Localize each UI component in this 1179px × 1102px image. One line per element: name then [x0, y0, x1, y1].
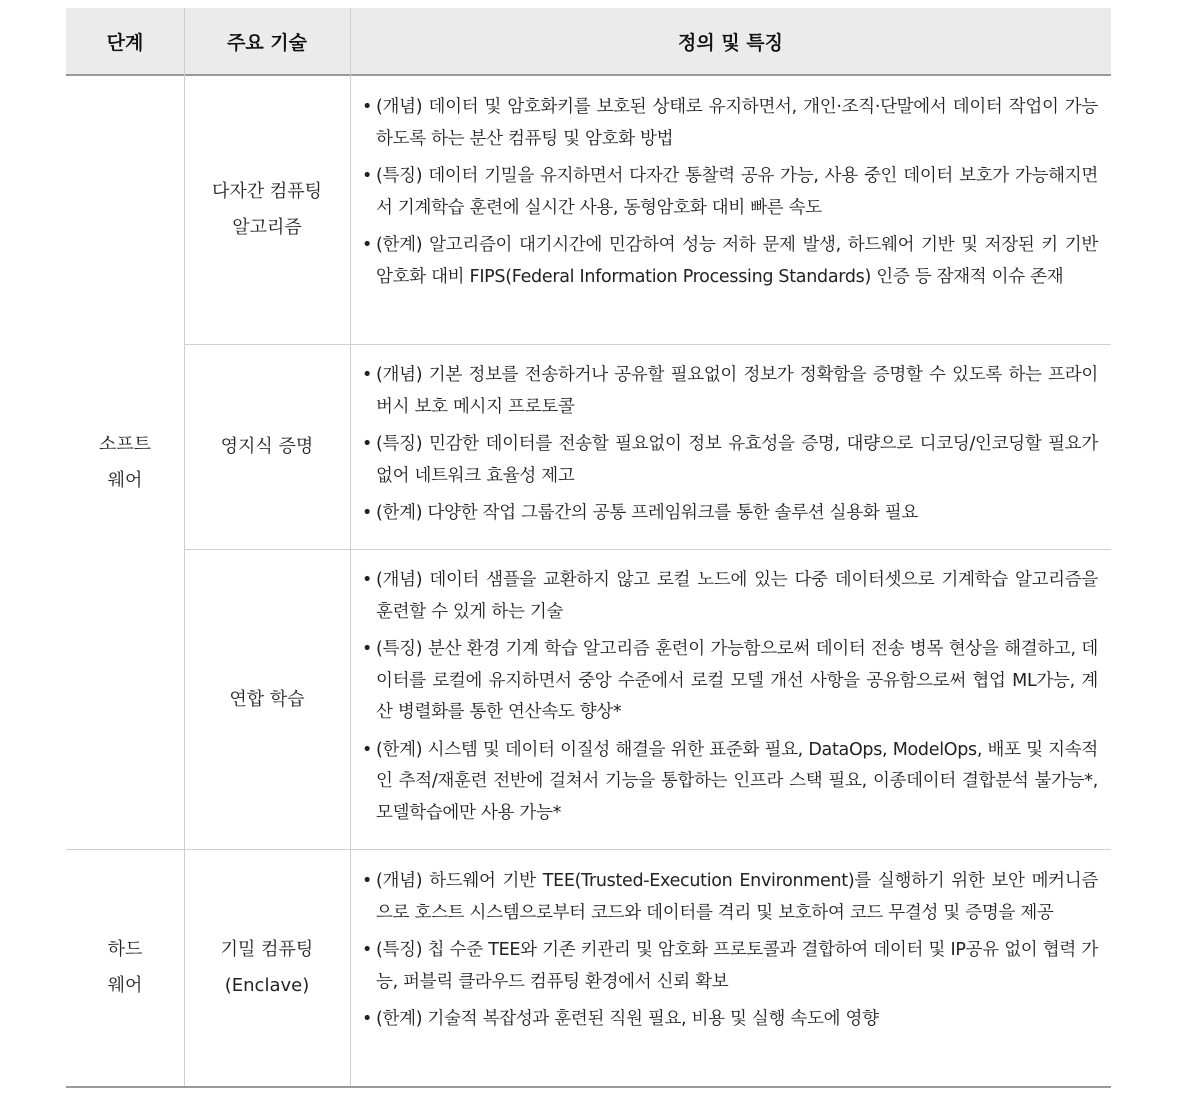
bullet-marker: • [362, 434, 373, 454]
header-stage: 단계 [106, 31, 144, 54]
bullet-item [356, 634, 1098, 729]
tech-mpc [184, 76, 350, 344]
bullet-marker: • [362, 940, 373, 960]
bullet-text: (특징) 데이터 기밀을 유지하면서 다자간 통찰력 공유 가능, 사용 중인 데이터 보호가 가능해지면서 기계학습 훈련에 실시간 사용, 동형암호화 대비 빠른 속도 [376, 166, 1098, 218]
bullet-text: (특징) 칩 수준 TEE와 기존 키관리 및 암호화 프로토콜과 결합하여 데이터 및 IP공유 없이 협력 가능, 퍼블릭 클라우드 컴퓨팅 환경에서 신뢰 확보 [376, 940, 1098, 992]
category-label: 하드 [107, 939, 143, 960]
bullet-text: (한계) 기술적 복잡성과 훈련된 직원 필요, 비용 및 실행 속도에 영향 [376, 1009, 879, 1029]
bullet-text: (특징) 민감한 데이터를 전송할 필요없이 정보 유효성을 증명, 대량으로 디코딩/인코딩할 필요가 없어 네트워크 효율성 제고 [376, 434, 1098, 486]
header-definition: 정의 및 특징 [678, 31, 783, 54]
definition-cell-zkp [356, 360, 1098, 536]
column-divider [350, 8, 351, 1086]
category-label: 웨어 [107, 469, 143, 491]
bullet-text: (개념) 하드웨어 기반 TEE(Trusted-Execution Environment)를 실행하기 위한 보안 메커니즘으로 호스트 시스템으로부터 코드와 데이터를 격리 및 보호하여 코드 무결성 및 증명을 제공 [376, 871, 1098, 923]
bullet-text: (한계) 알고리즘이 대기시간에 민감하여 성능 저하 문제 발생, 하드웨어 기반 및 저장된 키 기반 암호화 대비 FIPS(Federal Information Processing Standards) 인증 등 잠재적 이슈 존재 [376, 235, 1098, 287]
bullet-item [356, 866, 1098, 929]
category-label: 소프트 [98, 433, 152, 455]
tech-confidential [184, 850, 350, 1086]
bullet-text: (특징) 분산 환경 기계 학습 알고리즘 훈련이 가능함으로써 데이터 전송 병목 현상을 해결하고, 데이터를 로컬에 유지하면서 중앙 수준에서 로컬 모델 개선 사항을 공유함으로써 협업 ML가능, 계산 병렬화를 통한 연산속도 향상* [376, 639, 1098, 722]
technology-table [66, 8, 1111, 1088]
bullet-marker: • [362, 739, 373, 760]
bullet-text: (한계) 다양한 작업 그룹간의 공통 프레임워크를 통한 솔루션 실용화 필요 [376, 503, 918, 523]
bullet-item [356, 230, 1098, 293]
category-hardware [66, 850, 184, 1086]
bullet-marker: • [362, 166, 373, 186]
bullet-item [356, 92, 1098, 155]
tech-zkp [184, 345, 350, 549]
category-software [66, 76, 184, 849]
tech-federated [184, 550, 350, 849]
definition-cell-federated [356, 565, 1098, 835]
bullet-text: (한계) 시스템 및 데이터 이질성 해결을 위한 표준화 필요, DataOps, ModelOps, 배포 및 지속적인 추적/재훈련 전반에 걸쳐서 기능을 통합하는 인프라 스택 필요, 이종데이터 결합분석 불가능*, 모델학습에만 사용 가능* [376, 739, 1098, 823]
bullet-marker: • [362, 235, 373, 255]
tech-label: 영지식 증명 [220, 436, 314, 457]
bullet-marker: • [362, 503, 373, 523]
bullet-item [356, 360, 1098, 423]
bullet-item [356, 935, 1098, 998]
bullet-text: (개념) 데이터 및 암호화키를 보호된 상태로 유지하면서, 개인·조직·단말에서 데이터 작업이 가능하도록 하는 분산 컴퓨팅 및 암호화 방법 [376, 97, 1098, 149]
bullet-marker: • [362, 365, 373, 385]
bullet-item [356, 1004, 1098, 1036]
bullet-item [356, 735, 1098, 830]
bullet-marker: • [362, 570, 373, 590]
table-bottom-border [66, 1086, 1111, 1088]
category-label: 웨어 [107, 975, 143, 996]
tech-label: (Enclave) [224, 975, 310, 996]
definition-cell-mpc [356, 92, 1098, 299]
bullet-text: (개념) 데이터 샘플을 교환하지 않고 로컬 노드에 있는 다중 데이터셋으로 기계학습 알고리즘을 훈련할 수 있게 하는 기술 [376, 570, 1098, 622]
bullet-marker: • [362, 1009, 373, 1029]
tech-label: 기밀 컴퓨팅 [220, 939, 314, 960]
tech-label: 알고리즘 [232, 217, 302, 238]
header-technology: 주요 기술 [226, 31, 308, 54]
bullet-marker: • [362, 97, 373, 117]
tech-label: 연합 학습 [229, 688, 305, 710]
definition-cell-confidential [356, 866, 1098, 1042]
tech-label: 다자간 컴퓨팅 [211, 181, 323, 202]
bullet-text: (개념) 기본 정보를 전송하거나 공유할 필요없이 정보가 정확함을 증명할 수 있도록 하는 프라이버시 보호 메시지 프로토콜 [376, 365, 1098, 417]
bullet-item [356, 498, 1098, 530]
bullet-item [356, 565, 1098, 628]
bullet-item [356, 429, 1098, 492]
bullet-item [356, 161, 1098, 224]
bullet-marker: • [362, 639, 373, 659]
table-header [66, 8, 1111, 76]
bullet-marker: • [362, 871, 373, 891]
